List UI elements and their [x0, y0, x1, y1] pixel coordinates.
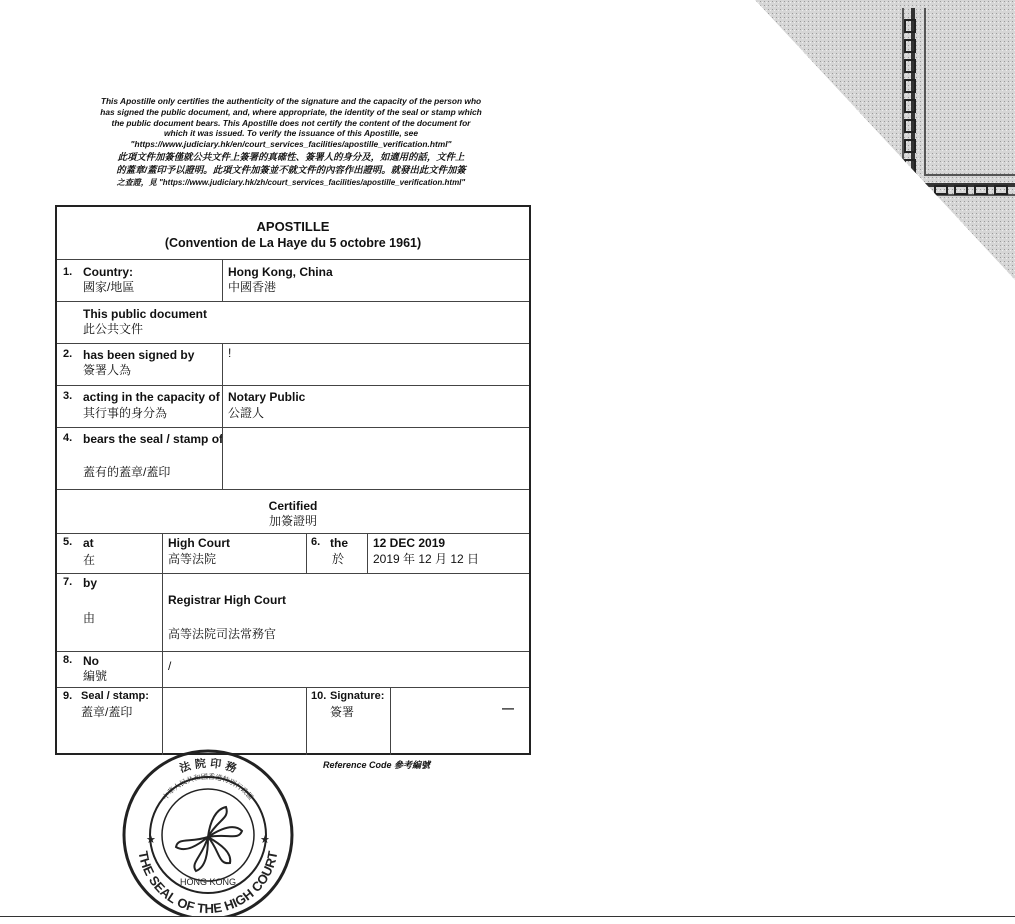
bauhinia-icon	[176, 807, 242, 871]
reference-code: Reference Code 參考編號	[323, 760, 431, 770]
apostille-title: APOSTILLE	[256, 219, 330, 234]
capacity-row	[57, 385, 529, 428]
by-label: by	[83, 576, 98, 590]
at-value: High Court	[168, 536, 230, 550]
field-number: 6.	[311, 536, 321, 548]
seal-top-text: 法 院 印 務	[177, 756, 239, 776]
number-value: /	[168, 659, 172, 673]
capacity-label: acting in the capacity of	[83, 390, 220, 404]
page-bottom-line	[0, 916, 1015, 917]
disclaimer-en-3: the public document bears. This Apostille does not certify the content of the document for	[111, 117, 471, 128]
certified-row	[57, 489, 529, 534]
seal-row	[57, 427, 529, 490]
country-label-zh: 國家/地區	[83, 280, 135, 294]
certified-label-zh: 加簽證明	[268, 514, 317, 528]
signature-label-zh: 簽署	[330, 705, 355, 719]
apostille-form	[55, 205, 531, 755]
high-court-seal	[118, 747, 298, 917]
disclaimer-zh-2: 的蓋章/蓋印予以證明。此項文件加簽並不就文件的內容作出證明。就發出此文件加簽	[116, 163, 466, 175]
field-number: 5.	[63, 536, 73, 548]
svg-text:法 院 印 務	[177, 756, 238, 775]
number-label: No	[83, 654, 99, 668]
seal-label-zh: 蓋有的蓋章/蓋印	[83, 465, 171, 479]
svg-text:中華人民共和國香港特別行政區	[160, 772, 254, 802]
capacity-value-zh: 公證人	[228, 406, 265, 420]
public-document-label: This public document	[83, 307, 208, 321]
apostille-subtitle: (Convention de La Haye du 5 octobre 1961)	[164, 236, 422, 250]
star-icon: ★	[146, 833, 156, 846]
disclaimer-en-1: This Apostille only certifies the authenticity of the signature and the capacity of the person who	[100, 96, 482, 106]
date-label-zh: 於	[332, 552, 345, 566]
by-label-zh: 由	[83, 611, 96, 625]
signed-by-label-zh: 簽署人為	[83, 363, 132, 377]
country-label: Country:	[83, 265, 133, 279]
by-value: Registrar High Court	[168, 593, 287, 607]
seal-signature-row	[57, 687, 529, 755]
star-icon: ★	[260, 833, 270, 846]
at-label: at	[83, 536, 94, 550]
disclaimer-zh-3: 之查證，見 "https://www.judiciary.hk/zh/court_services_facilities/apostille_verification.html"	[116, 177, 466, 187]
field-number: 10.	[311, 690, 327, 702]
seal-ring-text: 中華人民共和國香港特別行政區	[161, 772, 255, 802]
field-number: 3.	[63, 390, 73, 402]
date-label: the	[330, 536, 348, 550]
place-date-row	[57, 533, 529, 574]
disclaimer-en-4: which it was issued. To verify the issuance of this Apostille, see	[164, 128, 418, 139]
date-value: 12 DEC 2019	[373, 536, 446, 550]
country-value: Hong Kong, China	[228, 265, 333, 279]
country-row	[57, 259, 529, 302]
number-label-zh: 編號	[83, 669, 108, 683]
field-number: 4.	[63, 432, 73, 444]
country-value-zh: 中國香港	[228, 280, 277, 294]
disclaimer-en-5: "https://www.judiciary.hk/en/court_services_facilities/apostille_verification.html"	[130, 139, 452, 150]
seal-stamp-label-zh: 蓋章/蓋印	[81, 705, 133, 719]
seal-inner-text: HONG KONG	[179, 877, 237, 887]
field-number: 7.	[63, 576, 73, 588]
at-label-zh: 在	[83, 553, 96, 567]
corner-ornament	[755, 0, 1015, 280]
seal-label: bears the seal / stamp of	[83, 432, 224, 446]
signature-label: Signature:	[330, 690, 385, 702]
signature-mark: —	[502, 701, 514, 715]
title-row	[57, 207, 529, 260]
capacity-label-zh: 其行事的身分為	[83, 406, 168, 420]
field-number: 8.	[63, 654, 73, 666]
disclaimer-en-2: has signed the public document, and, where appropriate, the identity of the seal or stamp which	[100, 106, 482, 117]
disclaimer	[52, 96, 530, 189]
field-number: 2.	[63, 348, 73, 360]
signed-by-row	[57, 343, 529, 386]
certified-label: Certified	[268, 499, 318, 513]
public-document-row	[57, 301, 529, 344]
at-value-zh: 高等法院	[168, 552, 217, 566]
field-number: 9.	[63, 690, 73, 702]
seal-bottom-text: THE SEAL OF THE HIGH COURT	[135, 849, 281, 917]
disclaimer-zh-1: 此項文件加簽僅就公共文件上簽署的真確性、簽署人的身分及，如適用的話，文件上	[117, 150, 465, 162]
seal-stamp-label: Seal / stamp:	[81, 690, 149, 702]
number-row	[57, 651, 529, 688]
public-document-label-zh: 此公共文件	[83, 322, 144, 336]
field-number: 1.	[63, 266, 73, 278]
by-row	[57, 573, 529, 652]
by-value-zh: 高等法院司法常務官	[168, 627, 277, 641]
signed-by-value: !	[228, 346, 232, 360]
signed-by-label: has been signed by	[83, 348, 195, 362]
date-value-zh: 2019 年 12 月 12 日	[373, 552, 480, 566]
capacity-value: Notary Public	[228, 390, 306, 404]
